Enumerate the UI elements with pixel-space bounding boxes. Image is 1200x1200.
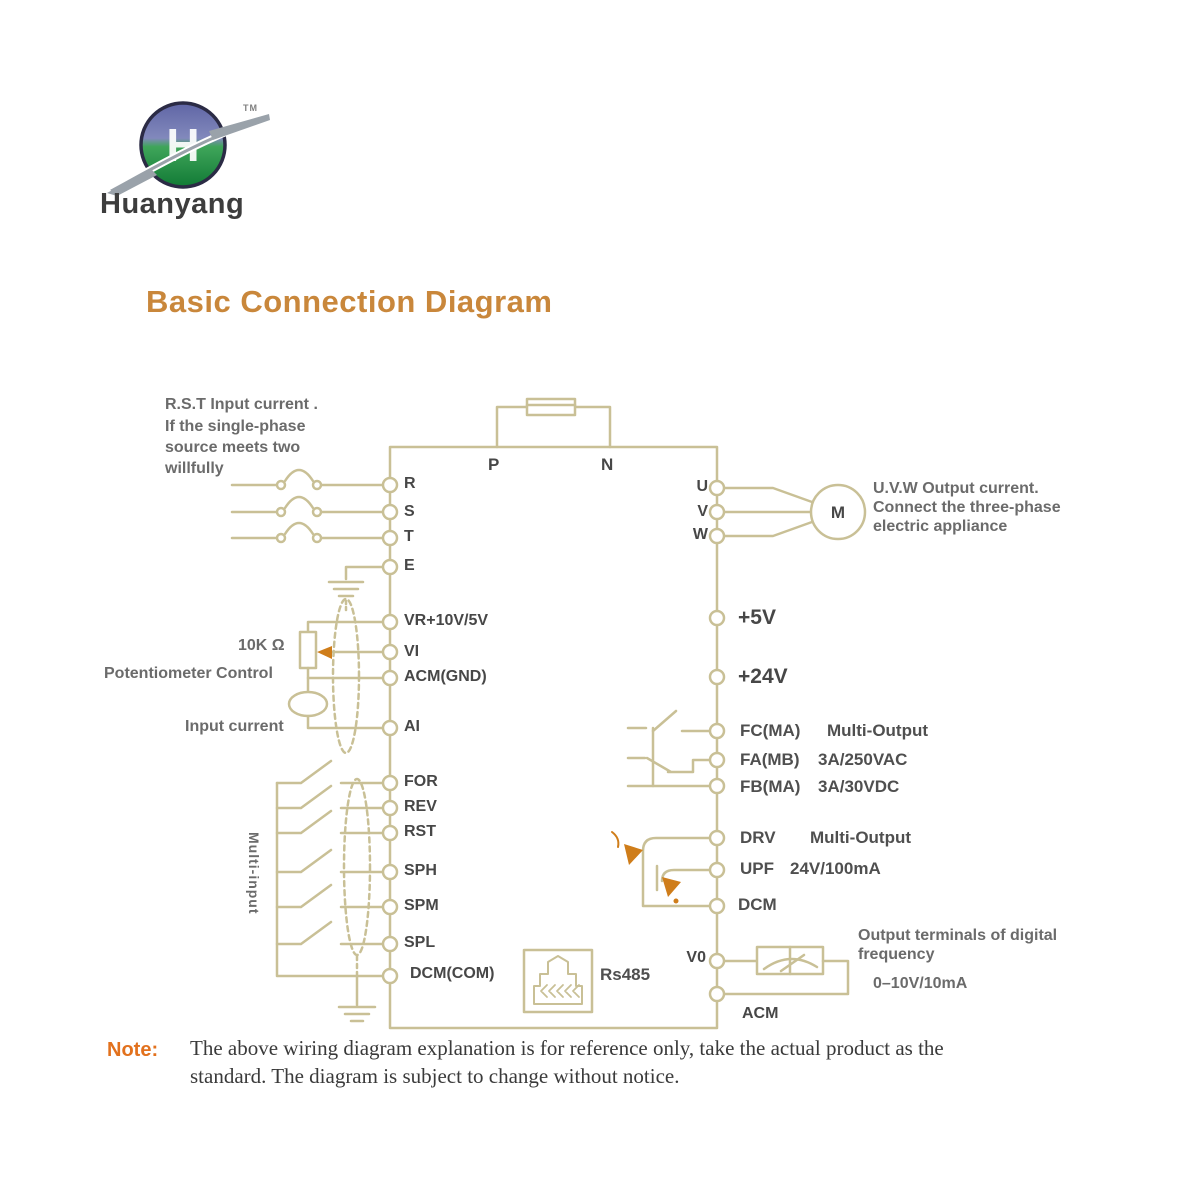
terminal-label-s: S — [404, 503, 415, 520]
freq-note-line1: Output terminals of digital — [858, 927, 1058, 944]
terminal-label-sph: SPH — [404, 862, 437, 879]
note-prefix: Note: — [107, 1039, 159, 1061]
input-current-label: Input current — [185, 718, 284, 735]
rst-breaker-symbol — [232, 470, 383, 542]
rst-note-line2: If the single-phase — [165, 418, 306, 435]
rst-note-line4: willfully — [165, 460, 224, 477]
terminal-label-u: U — [696, 478, 708, 495]
relay-spec-ac-rating: 3A/250VAC — [818, 750, 908, 769]
page-title: Basic Connection Diagram — [146, 284, 553, 319]
multi-input-switches — [277, 761, 383, 976]
uvw-note-line1: U.V.W Output current. — [873, 480, 1039, 497]
terminal-label-fb: FB(MA) — [740, 777, 801, 796]
relay-spec-multi-output: Multi-Output — [827, 721, 929, 740]
rs485-label: Rs485 — [600, 965, 651, 984]
terminal-label-rev: REV — [404, 798, 437, 815]
terminal-label-acm-gnd: ACM(GND) — [404, 668, 487, 685]
multi-input-label: Multi-input — [246, 832, 262, 915]
logo-globe-icon — [107, 103, 270, 196]
terminal-label-v: V — [697, 503, 708, 520]
frequency-meter-symbol — [724, 947, 848, 994]
rst-note-line3: source meets two — [165, 439, 301, 456]
collector-spec-multi-output: Multi-Output — [810, 828, 912, 847]
terminal-label-p: P — [488, 455, 500, 474]
motor-label: M — [830, 503, 846, 522]
terminal-label-drv: DRV — [740, 828, 776, 847]
pot-value-label: 10K Ω — [238, 637, 285, 654]
terminal-label-5v: +5V — [738, 606, 776, 629]
brand-name: Huanyang — [100, 188, 245, 220]
earth-ground-icon — [329, 567, 383, 613]
terminal-label-dcm-com: DCM(COM) — [410, 965, 495, 982]
freq-note-line2: frequency — [858, 946, 935, 963]
terminal-label-dcm: DCM — [738, 895, 777, 914]
terminal-label-r: R — [404, 475, 416, 492]
freq-note-line3: 0–10V/10mA — [873, 975, 968, 992]
pot-wiper-arrow-icon — [317, 646, 332, 659]
uvw-note-line2: Connect the three-phase — [873, 499, 1061, 516]
collector-spec-rating: 24V/100mA — [790, 859, 881, 878]
potentiometer-symbol — [289, 622, 383, 728]
note-text-line1: The above wiring diagram explanation is for reference only, take the actual product as the — [190, 1036, 944, 1060]
shielded-cable-ellipse-digital — [344, 779, 370, 955]
terminal-label-for: FOR — [404, 773, 438, 790]
terminal-label-ai: AI — [404, 718, 420, 735]
rst-note-line1: R.S.T Input current . — [165, 396, 318, 413]
inverter-body-outline — [390, 447, 717, 1028]
terminal-label-upf: UPF — [740, 859, 774, 878]
terminal-label-vr: VR+10V/5V — [404, 612, 489, 629]
terminal-label-fc: FC(MA) — [740, 721, 801, 740]
relay-contact-symbol — [628, 711, 710, 786]
terminal-label-w: W — [692, 526, 708, 543]
terminal-label-rst: RST — [404, 823, 436, 840]
braking-resistor-symbol — [497, 399, 610, 447]
terminal-label-fa: FA(MB) — [740, 750, 800, 769]
terminal-label-e: E — [404, 557, 415, 574]
terminal-label-v0: V0 — [686, 949, 706, 966]
terminal-label-vi: VI — [404, 643, 420, 660]
terminal-label-n: N — [601, 455, 614, 474]
svg-text:H: H — [166, 119, 200, 171]
terminal-label-acm: ACM — [742, 1005, 779, 1022]
terminal-label-24v: +24V — [738, 665, 788, 688]
relay-spec-dc-rating: 3A/30VDC — [818, 777, 900, 796]
pot-control-label: Potentiometer Control — [104, 665, 273, 682]
logo-tm-mark: TM — [243, 103, 258, 113]
digital-ground-icon — [339, 956, 375, 1021]
terminal-label-t: T — [404, 528, 414, 545]
open-collector-symbol — [643, 838, 710, 906]
note-text-line2: standard. The diagram is subject to change without notice. — [190, 1064, 680, 1088]
rs485-port-icon — [524, 950, 592, 1012]
terminal-label-spl: SPL — [404, 934, 436, 951]
terminal-label-spm: SPM — [404, 897, 439, 914]
uvw-note-line3: electric appliance — [873, 518, 1008, 535]
